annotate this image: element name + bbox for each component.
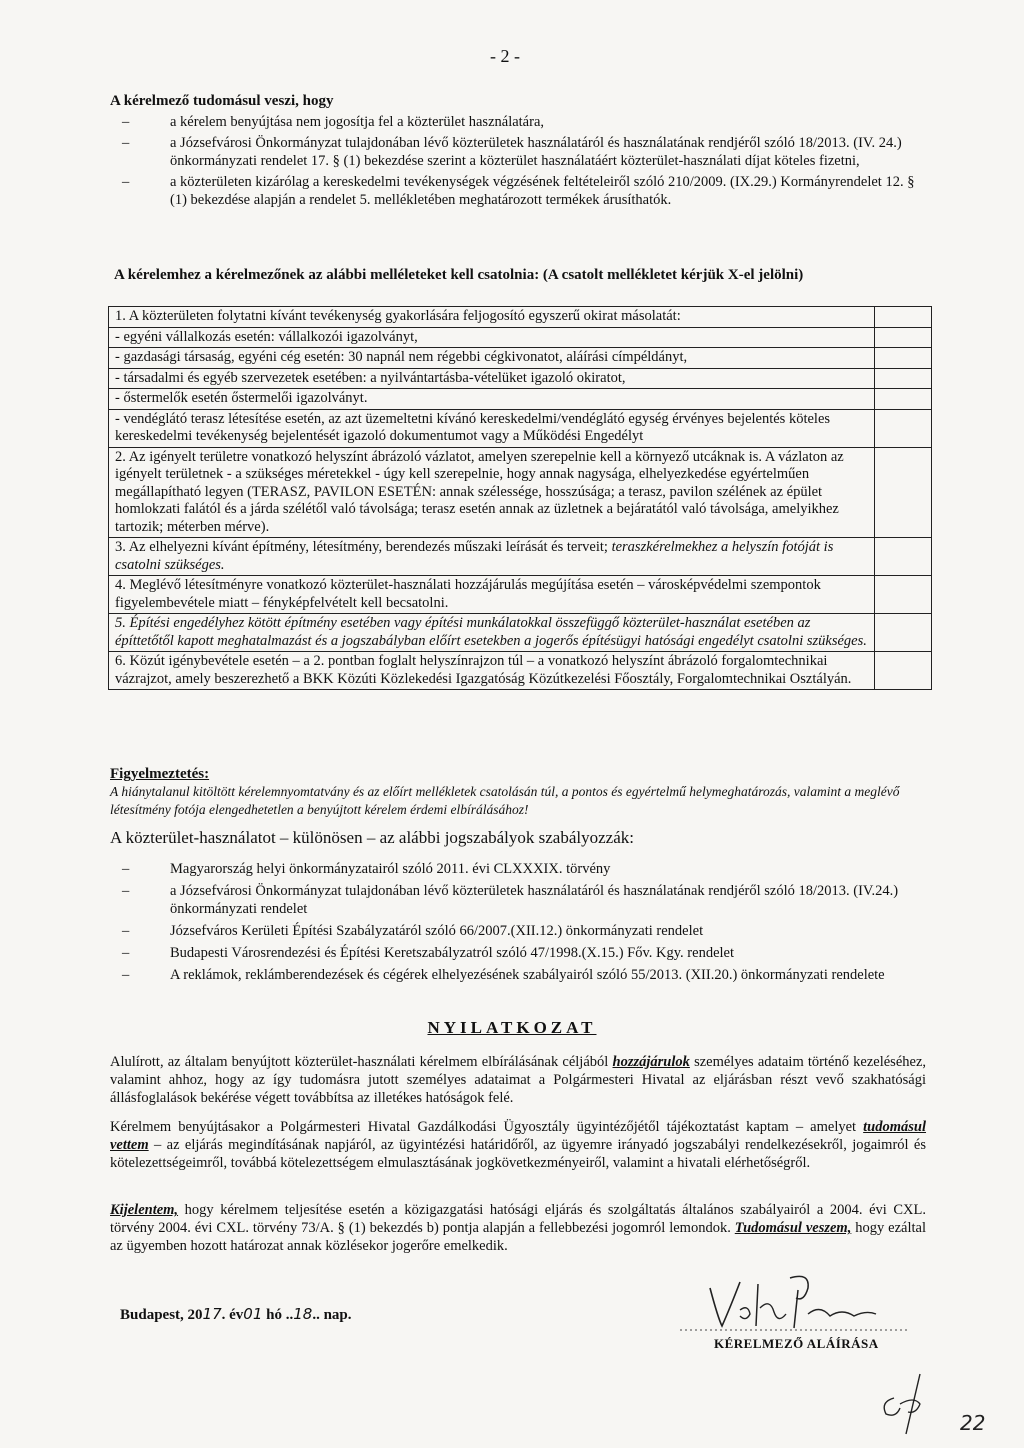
table-row (109, 576, 932, 614)
attachment-checkbox[interactable] (875, 447, 932, 538)
day-handwritten: 18 (293, 1305, 313, 1323)
attachments-heading: A kérelemhez a kérelmezőnek az alábbi melléleteket kell csatolnia: (A csatolt mellékletet kérjük X-el jelölni) (114, 267, 804, 283)
law-item: – A reklámok, reklámberendezések és cégérek elhelyezésének szabályairól szóló 55/2013. (XII.20.) önkormányzati rendelete (110, 966, 926, 984)
declaration-text: hogy ezáltal az ügyemben hozott határozat annak közlésekor jogerőre emelkedik. (110, 1220, 926, 1254)
attachment-text: - vendéglátó terasz létesítése esetén, az azt üzemeltetni kívánó kereskedelmi/vendéglátó egység érvényes bejelentés köteles kereskedelmi tevékenység bejelentését igazoló dokumentumot vagy a Működési Engedélyt (109, 409, 875, 447)
month-label: hó .. (262, 1307, 294, 1323)
attachment-checkbox[interactable] (875, 348, 932, 369)
attachment-checkbox[interactable] (875, 614, 932, 652)
attachment-text: 2. Az igényelt területre vonatkozó helyszínt ábrázoló vázlatot, amelyen szerepelnie kell a környező utcáknak is. A vázlaton az igényelt területnek - a szükséges méretekkel - úgy kell szerepelnie, hogy annak nagysága, elhelyezkedése egyértelműen megállapítható legyen (TERASZ, PAVILON ESETÉN: annak szélessége, hosszúsága; a terasz, pavilon szélének az épület homlokzati falától és a járda szélétől való távolsága; terasz esetén annak az üzletnek a bejáratától való távolsága, amelyikhez tartozik; méterben mérve). (109, 447, 875, 538)
table-row (109, 368, 932, 389)
declaration-text: hogy kérelmem teljesítése esetén a közigazgatási hatósági eljárás és szolgáltatás általános szabályairól a 2004. évi CXL. törvény 2004. évi CXL. törvény 73/A. § (1) bekezdés b) pontja alapján a fellebbezési jogomról lemondok. (110, 1202, 926, 1236)
table-row (109, 348, 932, 369)
law-item: – a Józsefvárosi Önkormányzat tulajdonában lévő közterületek használatáról és használatának rendjéről szóló 18/2013. (IV.24.) önkormányzati rendelet (110, 882, 926, 918)
page-mark-handwritten (958, 1408, 998, 1438)
attachment-text-italic: teraszkérelmekhez a helyszín fotóját is csatolni szükséges. (115, 539, 834, 573)
table-row (109, 327, 932, 348)
declaration-text: Kérelmem benyújtásakor a Polgármesteri Hivatal Gazdálkodási Ügyosztály ügyintézőjétől tájékoztatást kaptam – amelyet (110, 1119, 857, 1135)
law-item: – Magyarország helyi önkormányzatairól szóló 2011. évi CLXXXIX. törvény (110, 860, 926, 878)
attachment-text: 1. A közterületen folytatni kívánt tevékenység gyakorlására feljogosító egyszerű okirat másolatát: (109, 307, 875, 328)
attachment-checkbox[interactable] (875, 307, 932, 328)
table-row (109, 614, 932, 652)
declaration-emphasis: Kijelentem, (110, 1202, 179, 1218)
attachment-text: - gazdasági társaság, egyéni cég esetén: 30 napnál nem régebbi cégkivonatot, aláírási címpéldányt, (109, 348, 875, 369)
law-item: – Budapesti Városrendezési és Építési Keretszabályzatról szóló 47/1998.(X.15.) Főv. Kgy. rendelet (110, 944, 926, 962)
month-handwritten: 01 (243, 1305, 263, 1323)
declaration-text: – az eljárás megindításának napjáról, az ügyintézési határidőről, az ügyemre irányadó jogszabályi rendelkezésekről, jogaimról és kötelezettségeimről, továbbá kötelezettségem elmulasztásának jogkövetkezményeiről, valamint a hivatali elérhetőségről. (110, 1137, 927, 1171)
page-mark-text: 22 (960, 1411, 986, 1435)
table-row (109, 409, 932, 447)
attachment-checkbox[interactable] (875, 538, 932, 576)
attachment-text: - társadalmi és egyéb szervezetek esetében: a nyilvántartásba-vételüket igazoló okiratot, (109, 368, 875, 389)
law-item: – Józsefváros Kerületi Építési Szabályzatáról szóló 66/2007.(XII.12.) önkormányzati rendelet (110, 922, 926, 940)
page-number: - 2 - (490, 46, 520, 66)
table-row (109, 447, 932, 538)
intro-list (110, 113, 926, 212)
attachment-text: 6. Közút igénybevétele esetén – a 2. pontban foglalt helyszínrajzon túl – a vonatkozó helyszínt ábrázoló forgalomtechnikai vázrajzot, amely beszerezhető a BKK Közúti Közlekedési Igazgatóság Közútkezelési Főosztály, Forgalomtechnikai Osztályán. (109, 652, 875, 690)
intro-title: A kérelmező tudomásul veszi, hogy (110, 93, 334, 109)
intro-item: – a Józsefvárosi Önkormányzat tulajdonában lévő közterületek használatáról és használatának rendjéről szóló 18/2013. (IV. 24.) önkormányzati rendelet 17. § (1) bekezdése szerint a közterület használatáért közterület-használati díjat köteles fizetni, (110, 134, 926, 170)
attachment-text: - őstermelők esetén őstermelői igazolványt. (109, 389, 875, 410)
laws-heading: A közterület-használatot – különösen – az alábbi jogszabályok szabályozzák: (110, 828, 634, 847)
attachment-text: - egyéni vállalkozás esetén: vállalkozói igazolványt, (109, 327, 875, 348)
laws-list (110, 860, 926, 988)
attachment-checkbox[interactable] (875, 389, 932, 410)
declaration-emphasis: Tudomásul veszem, (734, 1220, 852, 1236)
table-row (109, 652, 932, 690)
day-label: .. nap. (312, 1307, 352, 1323)
attachment-checkbox[interactable] (875, 576, 932, 614)
table-row (109, 538, 932, 576)
attachment-text: 5. Építési engedélyhez kötött építmény esetében vagy építési munkálatokkal összefüggő közterület-használat esetében az építtetőtől kapott meghatalmazást és a jogszabályban előírt esetekben a jogerős építésügyi hatósági engedélyt csatolni szükséges. (109, 614, 875, 652)
signature-label: KÉRELMEZŐ ALÁÍRÁSA (714, 1336, 879, 1351)
declaration-text: Alulírott, az általam benyújtott közterület-használati kérelmem elbírálásának céljából (110, 1054, 609, 1070)
declaration-paragraph-1 (110, 1053, 926, 1107)
attachment-checkbox[interactable] (875, 327, 932, 348)
intro-item: – a közterületen kizárólag a kereskedelmi tevékenységek végzésének feltételeiről szóló 210/2009. (IX.29.) Kormányrendelet 12. § (1) bekezdése alapján a rendelet 5. mellékletében meghatározott termékek árusíthatók. (110, 173, 926, 209)
year-handwritten: 17 (202, 1305, 222, 1323)
attachment-text-regular: 3. Az elhelyezni kívánt építmény, létesítmény, berendezés műszaki leírását és terveit; (115, 539, 608, 555)
initials-mark (870, 1368, 940, 1438)
attachment-checkbox[interactable] (875, 652, 932, 690)
declaration-paragraph-2 (110, 1118, 926, 1172)
declaration-emphasis: tudomásul vettem (110, 1119, 927, 1153)
declaration-title: NYILATKOZAT (427, 1018, 597, 1037)
attachment-checkbox[interactable] (875, 409, 932, 447)
table-row (109, 389, 932, 410)
place-label: Budapest, 20 (120, 1307, 203, 1323)
declaration-text: személyes adataim történő kezeléséhez, valamint ahhoz, hogy az így tudomásra jutott személyes adataimat a Polgármesteri Hivatal az eljárásban részt vevő szakhatósági állásfoglalások bekérése végett továbbítsa az illetékes hatóságok felé. (110, 1054, 927, 1106)
place-date (120, 1305, 352, 1324)
attachment-text: 4. Meglévő létesítményre vonatkozó közterület-használati hozzájárulás megújítása esetén – városképvédelmi szempontok figyelembevétele miatt – fényképfelvételt kell becsatolni. (109, 576, 875, 614)
attachments-table (108, 306, 932, 690)
declaration-emphasis: hozzájárulok (612, 1054, 690, 1070)
warning-title: Figyelmeztetés: (110, 766, 210, 782)
warning-text: A hiánytalanul kitöltött kérelemnyomtatvány és az előírt mellékletek csatolásán túl, a pontos és egyértelmű helymeghatározás, valamint a meglévő létesítmény fotója elengedhetetlen a benyújtott kérelem érdemi elbírálásához! (110, 784, 900, 817)
intro-item: – a kérelem benyújtása nem jogosítja fel a közterület használatára, (110, 113, 926, 131)
table-row (109, 307, 932, 328)
attachment-text (109, 538, 875, 576)
year-label: . év (221, 1307, 244, 1323)
declaration-paragraph-3 (110, 1201, 926, 1255)
attachment-checkbox[interactable] (875, 368, 932, 389)
signature-image (670, 1268, 920, 1338)
